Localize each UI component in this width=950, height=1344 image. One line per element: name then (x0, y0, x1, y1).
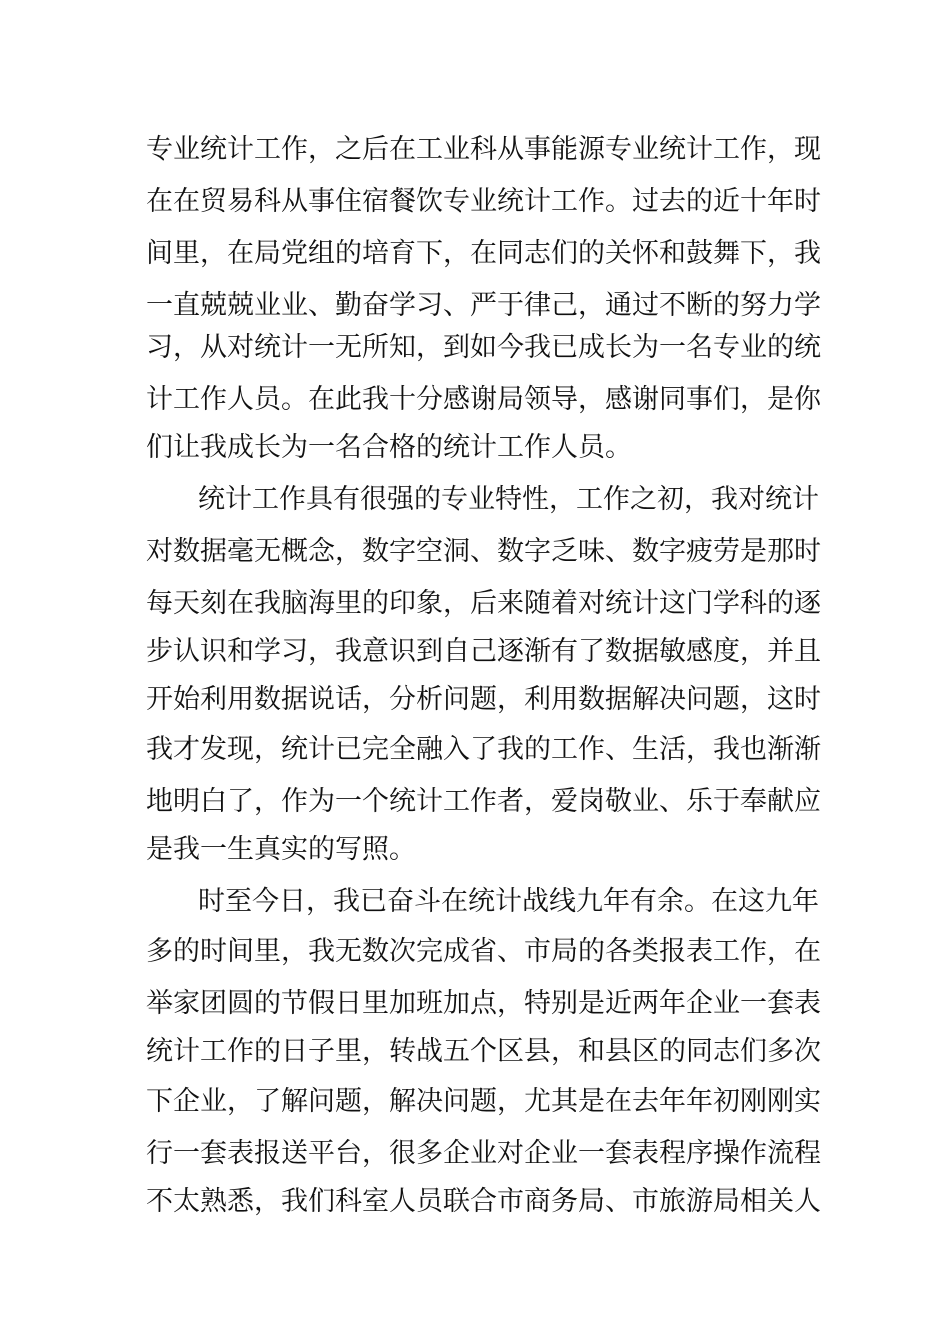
text-line: 不太熟悉，我们科室人员联合市商务局、市旅游局相关人 (146, 1186, 821, 1217)
text-line: 们让我成长为一名合格的统计工作人员。 (146, 432, 632, 463)
text-line: 行一套表报送平台，很多企业对企业一套表程序操作流程 (146, 1138, 821, 1169)
text-line: 多的时间里，我无数次完成省、市局的各类报表工作，在 (146, 936, 821, 967)
text-line: 每天刻在我脑海里的印象，后来随着对统计这门学科的逐 (146, 588, 821, 619)
text-line: 习，从对统计一无所知，到如今我已成长为一名专业的统 (146, 332, 821, 363)
text-line: 对数据毫无概念，数字空洞、数字乏味、数字疲劳是那时 (146, 536, 821, 567)
text-line: 地明白了，作为一个统计工作者，爱岗敬业、乐于奉献应 (146, 786, 821, 817)
text-line: 是我一生真实的写照。 (146, 834, 416, 865)
text-line: 举家团圆的节假日里加班加点，特别是近两年企业一套表 (146, 988, 821, 1019)
paragraph-start-line: 时至今日，我已奋斗在统计战线九年有余。在这九年 (198, 886, 819, 917)
paragraph-start-line: 统计工作具有很强的专业特性，工作之初，我对统计 (198, 484, 819, 515)
text-line: 在在贸易科从事住宿餐饮专业统计工作。过去的近十年时 (146, 186, 821, 217)
text-line: 开始利用数据说话，分析问题，利用数据解决问题，这时 (146, 684, 821, 715)
text-line: 步认识和学习，我意识到自己逐渐有了数据敏感度，并且 (146, 636, 821, 667)
text-line: 统计工作的日子里，转战五个区县，和县区的同志们多次 (146, 1036, 821, 1067)
text-line: 一直兢兢业业、勤奋学习、严于律己，通过不断的努力学 (146, 290, 821, 321)
text-line: 专业统计工作，之后在工业科从事能源专业统计工作，现 (146, 134, 821, 165)
text-line: 我才发现，统计已完全融入了我的工作、生活，我也渐渐 (146, 734, 821, 765)
text-line: 下企业，了解问题，解决问题，尤其是在去年年初刚刚实 (146, 1086, 821, 1117)
text-line: 计工作人员。在此我十分感谢局领导，感谢同事们，是你 (146, 384, 821, 415)
text-line: 间里，在局党组的培育下，在同志们的关怀和鼓舞下，我 (146, 238, 821, 269)
